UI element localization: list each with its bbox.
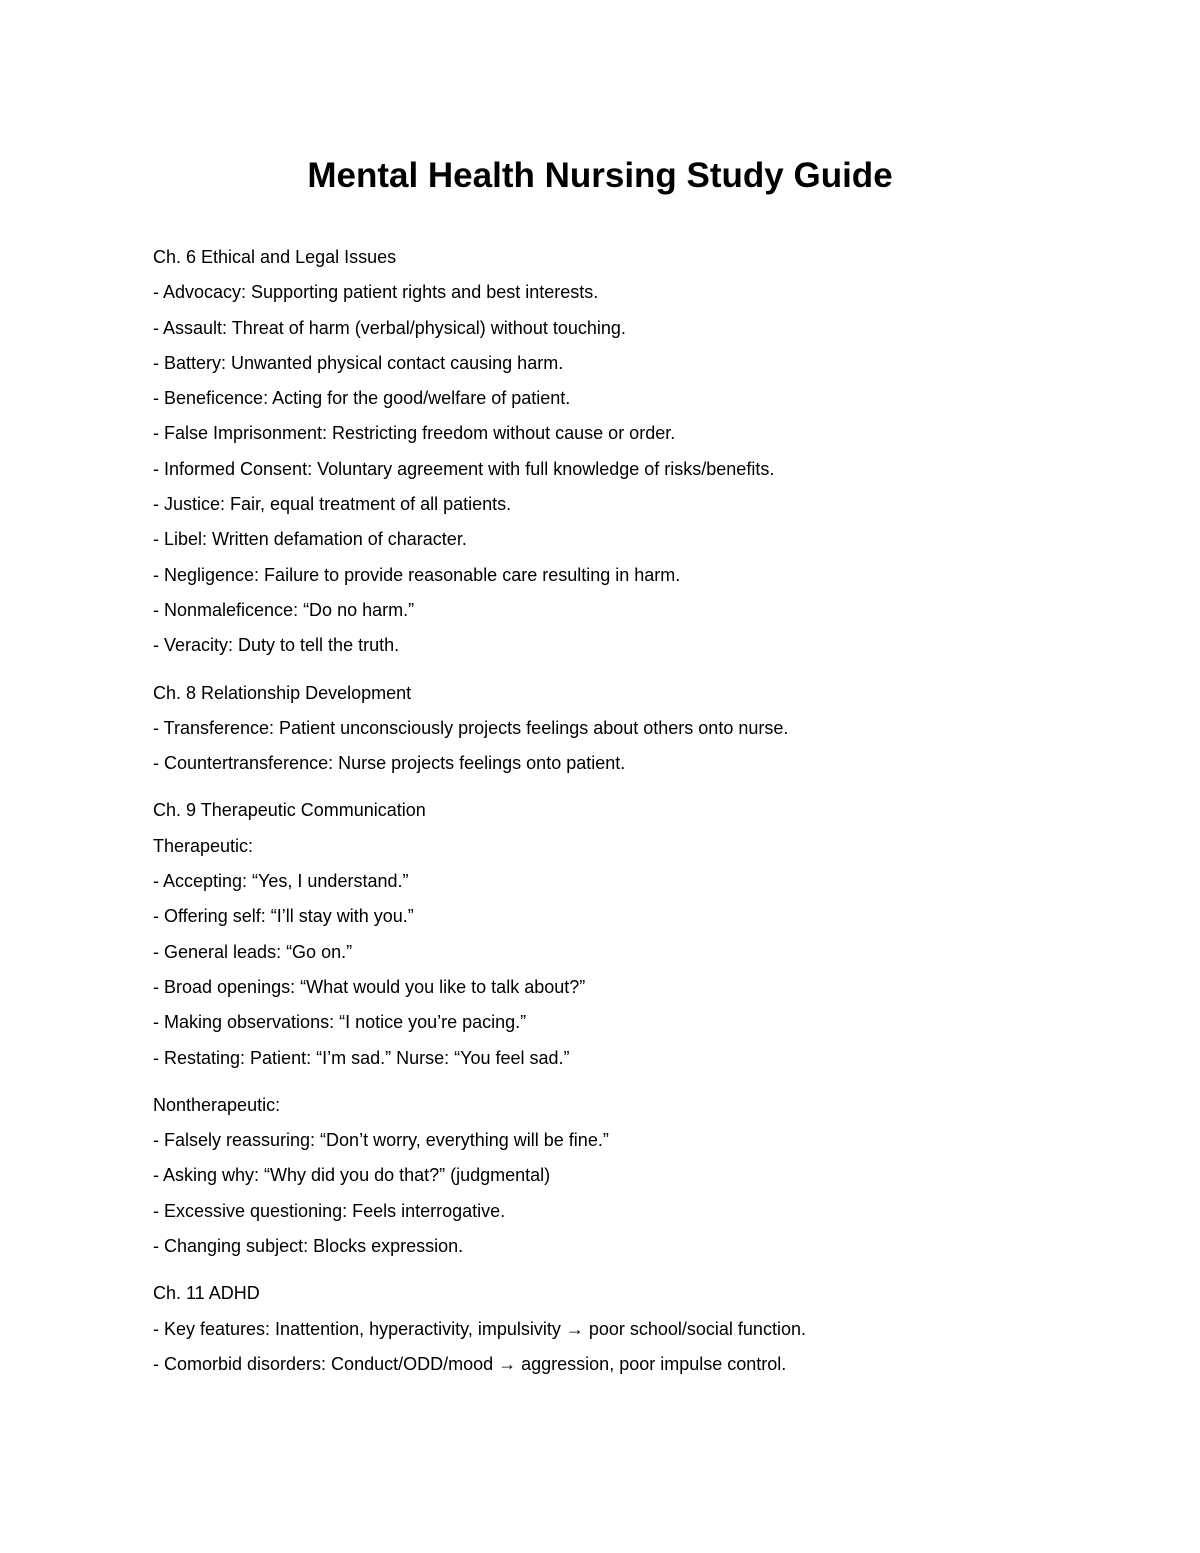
document-body (153, 240, 1133, 1394)
section-heading: Nontherapeutic: (153, 1094, 281, 1115)
list-item: - False Imprisonment: Restricting freedom without cause or order. (153, 423, 676, 444)
section-heading: Ch. 9 Therapeutic Communication (153, 800, 426, 821)
section-subheading: Therapeutic: (153, 835, 254, 856)
list-item: - Nonmaleficence: “Do no harm.” (153, 599, 415, 620)
list-item: - Countertransference: Nurse projects feelings onto patient. (153, 753, 626, 774)
list-item: - Informed Consent: Voluntary agreement with full knowledge of risks/benefits. (153, 458, 775, 479)
section-nontherapeutic (153, 1088, 1133, 1264)
section-heading: Ch. 11 ADHD (153, 1283, 260, 1304)
list-item: - General leads: “Go on.” (153, 941, 353, 962)
list-item: - Veracity: Duty to tell the truth. (153, 635, 400, 656)
list-item: - Falsely reassuring: “Don’t worry, everything will be fine.” (153, 1130, 609, 1151)
list-item: - Transference: Patient unconsciously projects feelings about others onto nurse. (153, 717, 789, 738)
list-item: - Negligence: Failure to provide reasonable care resulting in harm. (153, 564, 681, 585)
section-therapeutic-communication (153, 793, 1133, 1075)
list-item: - Excessive questioning: Feels interrogative. (153, 1200, 506, 1221)
list-item: - Offering self: “I’ll stay with you.” (153, 906, 414, 927)
section-heading: Ch. 6 Ethical and Legal Issues (153, 247, 397, 267)
list-item: - Broad openings: “What would you like to talk about?” (153, 976, 586, 997)
list-item: - Accepting: “Yes, I understand.” (153, 871, 409, 892)
list-item: - Restating: Patient: “I’m sad.” Nurse: “You feel sad.” (153, 1047, 570, 1068)
list-item: - Assault: Threat of harm (verbal/physical) without touching. (153, 317, 626, 338)
list-item: - Changing subject: Blocks expression. (153, 1236, 464, 1257)
list-item: - Battery: Unwanted physical contact causing harm. (153, 352, 564, 373)
list-item: - Asking why: “Why did you do that?” (judgmental) (153, 1165, 551, 1186)
page-title: Mental Health Nursing Study Guide (307, 156, 893, 195)
list-item: - Justice: Fair, equal treatment of all patients. (153, 494, 512, 515)
section-heading: Ch. 8 Relationship Development (153, 682, 412, 703)
section-relationship-development (153, 676, 1133, 782)
list-item: - Key features: Inattention, hyperactivity, impulsivity → poor school/social function. (153, 1318, 806, 1339)
list-item: - Comorbid disorders: Conduct/ODD/mood → aggression, poor impulse control. (153, 1353, 787, 1374)
list-item: - Libel: Written defamation of character. (153, 529, 467, 550)
list-item: - Advocacy: Supporting patient rights and best interests. (153, 282, 599, 303)
list-item: - Making observations: “I notice you’re pacing.” (153, 1012, 527, 1033)
section-ethical-legal (153, 240, 1133, 664)
list-item: - Beneficence: Acting for the good/welfare of patient. (153, 388, 571, 409)
section-adhd (153, 1276, 1133, 1382)
